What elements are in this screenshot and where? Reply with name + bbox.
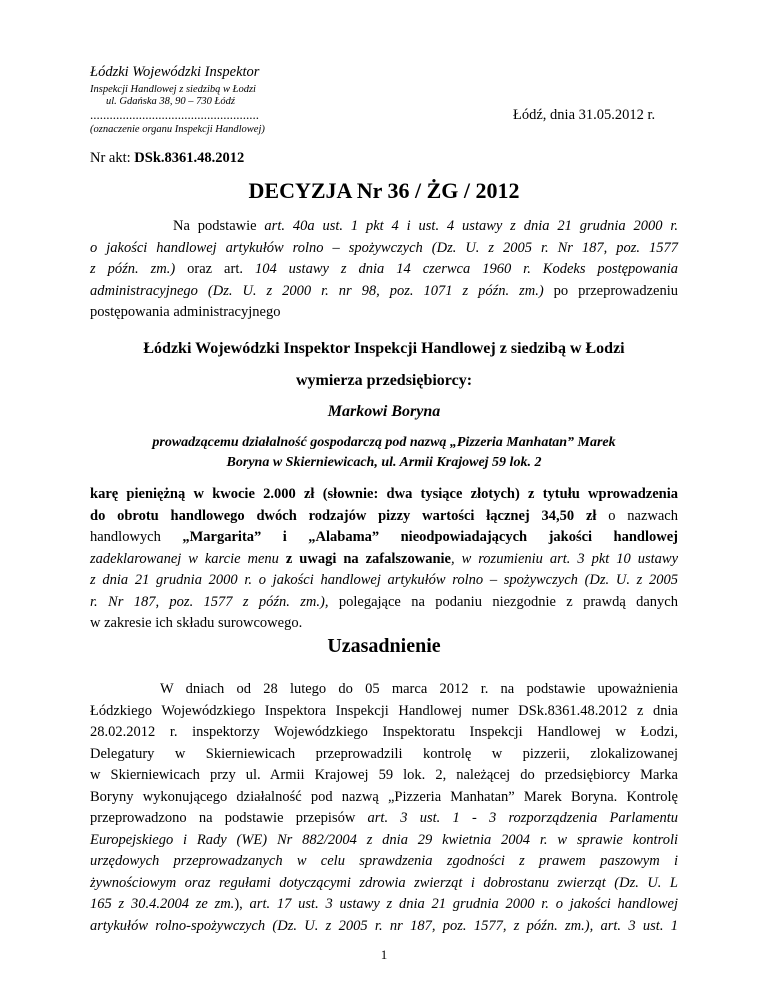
penalty-text: o nazwach [596, 507, 678, 524]
basis-line [90, 216, 678, 238]
justification-paragraph [90, 679, 678, 937]
penalty-text: zadeklarowanej w karcie menu [90, 550, 286, 567]
decision-title: DECYZJA Nr 36 / ŻG / 2012 [248, 178, 520, 203]
justification-line: Europejskiego i Rady (WE) Nr 882/2004 z dnia 29 kwietnia 2004 r. w sprawie kontroli [90, 831, 678, 848]
business-description-line: prowadzącemu działalność gospodarczą pod nazwą „Pizzeria Manhatan” Marek [152, 435, 616, 450]
basis-citation: 104 ustawy z dnia 14 czerwca 1960 r. Kodeks postępowania [254, 261, 678, 277]
business-description-line: Boryna w Skierniewicach, ul. Armii Krajowej 59 lok. 2 [226, 455, 542, 470]
penalty-reason: z uwagi na zafalszowanie [285, 550, 451, 567]
penalty-citation: , w rozumieniu art. 3 pkt 10 ustawy [450, 550, 679, 567]
penalty-paragraph [90, 484, 678, 635]
organ-note: (oznaczenie organu Inspekcji Handlowej) [90, 124, 265, 135]
place-date: Łódź, dnia 31.05.2012 r. [513, 107, 656, 123]
justification-line: Delegatury w Skierniewicach przeprowadzili kontrolę w pizzerii, zlokalizowanej [90, 745, 678, 762]
penalty-line: z dnia 21 grudnia 2000 r. o jakości handlowej artykułów rolno – spożywczych (Dz. U. z 2005 [90, 572, 678, 588]
penalty-line [90, 592, 678, 614]
basis-citation: administracyjnego (Dz. U. z 2000 r. nr 98, poz. 1071 z późn. zm.) [90, 282, 544, 299]
product-names: „Margarita” i „Alabama” nieodpowiadających jakości handlowej [182, 529, 679, 545]
penalty-line: karę pieniężną w kwocie 2.000 zł (słownie: dwa tysiące złotych) z tytułu wprowadzenia [90, 486, 678, 502]
justification-line: Łódzkiego Wojewódzkiego Inspektora Inspekcji Handlowej numer DSk.8361.48.2012 z dnia [90, 702, 678, 719]
basis-line [90, 281, 678, 303]
basis-line: o jakości handlowej artykułów rolno – spożywczych (Dz. U. z 2005 r. Nr 187, poz. 1577 [90, 239, 678, 256]
basis-line: postępowania administracyjnego [90, 304, 281, 320]
organ-dotted-line: .................................................... [90, 107, 259, 122]
penalty-line [90, 549, 678, 571]
penalty-text: polegające na podaniu niezgodnie z prawdą danych [328, 593, 678, 610]
justification-line [90, 808, 678, 830]
justification-citation: Dz. U. L [619, 874, 678, 891]
basis-line [90, 259, 678, 281]
penalty-line [90, 527, 678, 549]
justification-line [90, 873, 678, 895]
basis-citation: z późn. zm.) [90, 261, 176, 277]
authority-heading: Łódzki Wojewódzki Inspektor Inspekcji Handlowej z siedzibą w Łodzi [143, 340, 625, 357]
basis-text: po przeprowadzeniu [543, 282, 678, 299]
justification-citation: żywnościowym oraz regułami dotyczącymi zdrowia zwierząt i dobrostanu zwierząt ( [90, 874, 620, 891]
justification-text: ), [234, 896, 250, 912]
justification-citation: art. 3 ust. 1 - 3 rozporządzenia Parlamentu [367, 810, 678, 826]
justification-heading: Uzasadnienie [327, 635, 441, 657]
justification-citation: art. 17 ust. 3 ustawy z dnia 21 grudnia 2000 r. o jakości handlowej [249, 896, 678, 912]
issuer-address: ul. Gdańska 38, 90 – 730 Łódź [106, 96, 235, 107]
penalty-citation: r. Nr 187, poz. 1577 z późn. zm.), [90, 593, 329, 610]
basis-text: oraz art. [175, 261, 255, 277]
imposes-heading: wymierza przedsiębiorcy: [295, 372, 473, 389]
justification-line: urzędowych przeprowadzanych w celu sprawdzenia zgodności z prawem paszowym i [90, 853, 678, 869]
case-number: DSk.8361.48.2012 [134, 150, 245, 166]
issuer-subtitle: Inspekcji Handlowej z siedzibą w Łodzi [90, 84, 256, 95]
penalty-amount: do obrotu handlowego dwóch rodzajów pizzy wartości łącznej 34,50 zł [90, 507, 597, 524]
case-number-line [90, 150, 244, 167]
justification-text: przeprowadzono na podstawie przepisów [90, 810, 368, 826]
issuer-name: Łódzki Wojewódzki Inspektor [90, 64, 260, 80]
penalty-line: w zakresie ich składu surowcowego. [90, 615, 303, 631]
justification-line: W dniach od 28 lutego do 05 marca 2012 r. na podstawie upoważnienia [160, 681, 678, 697]
legal-basis-paragraph [90, 216, 678, 324]
case-label: Nr akt: [90, 150, 135, 166]
penalty-text: handlowych [90, 529, 183, 545]
basis-citation: art. 40a ust. 1 pkt 4 i ust. 4 ustawy z dnia 21 grudnia 2000 r. [264, 218, 678, 234]
addressee-name: Markowi Boryna [327, 403, 441, 420]
justification-line: artykułów rolno-spożywczych (Dz. U. z 2005 r. nr 187, poz. 1577, z późn. zm.), art. 3 ust. 1 [90, 917, 678, 934]
page-number: 1 [380, 947, 388, 962]
justification-line: w Skierniewicach przy ul. Armii Krajowej 59 lok. 2, należącej do przedsiębiorcy Marka [90, 767, 678, 783]
justification-citation: 165 z 30.4.2004 ze zm. [90, 896, 235, 912]
justification-line: 28.02.2012 r. inspektorzy Wojewódzkiego Inspektoratu Inspekcji Handlowej w Łodzi, [90, 724, 678, 740]
basis-text: Na podstawie [173, 218, 265, 234]
justification-line: Boryny wykonującego działalność pod nazwą „Pizzeria Manhatan” Marek Boryna. Kontrolę [90, 788, 678, 805]
justification-line [90, 894, 678, 916]
penalty-line [90, 506, 678, 528]
